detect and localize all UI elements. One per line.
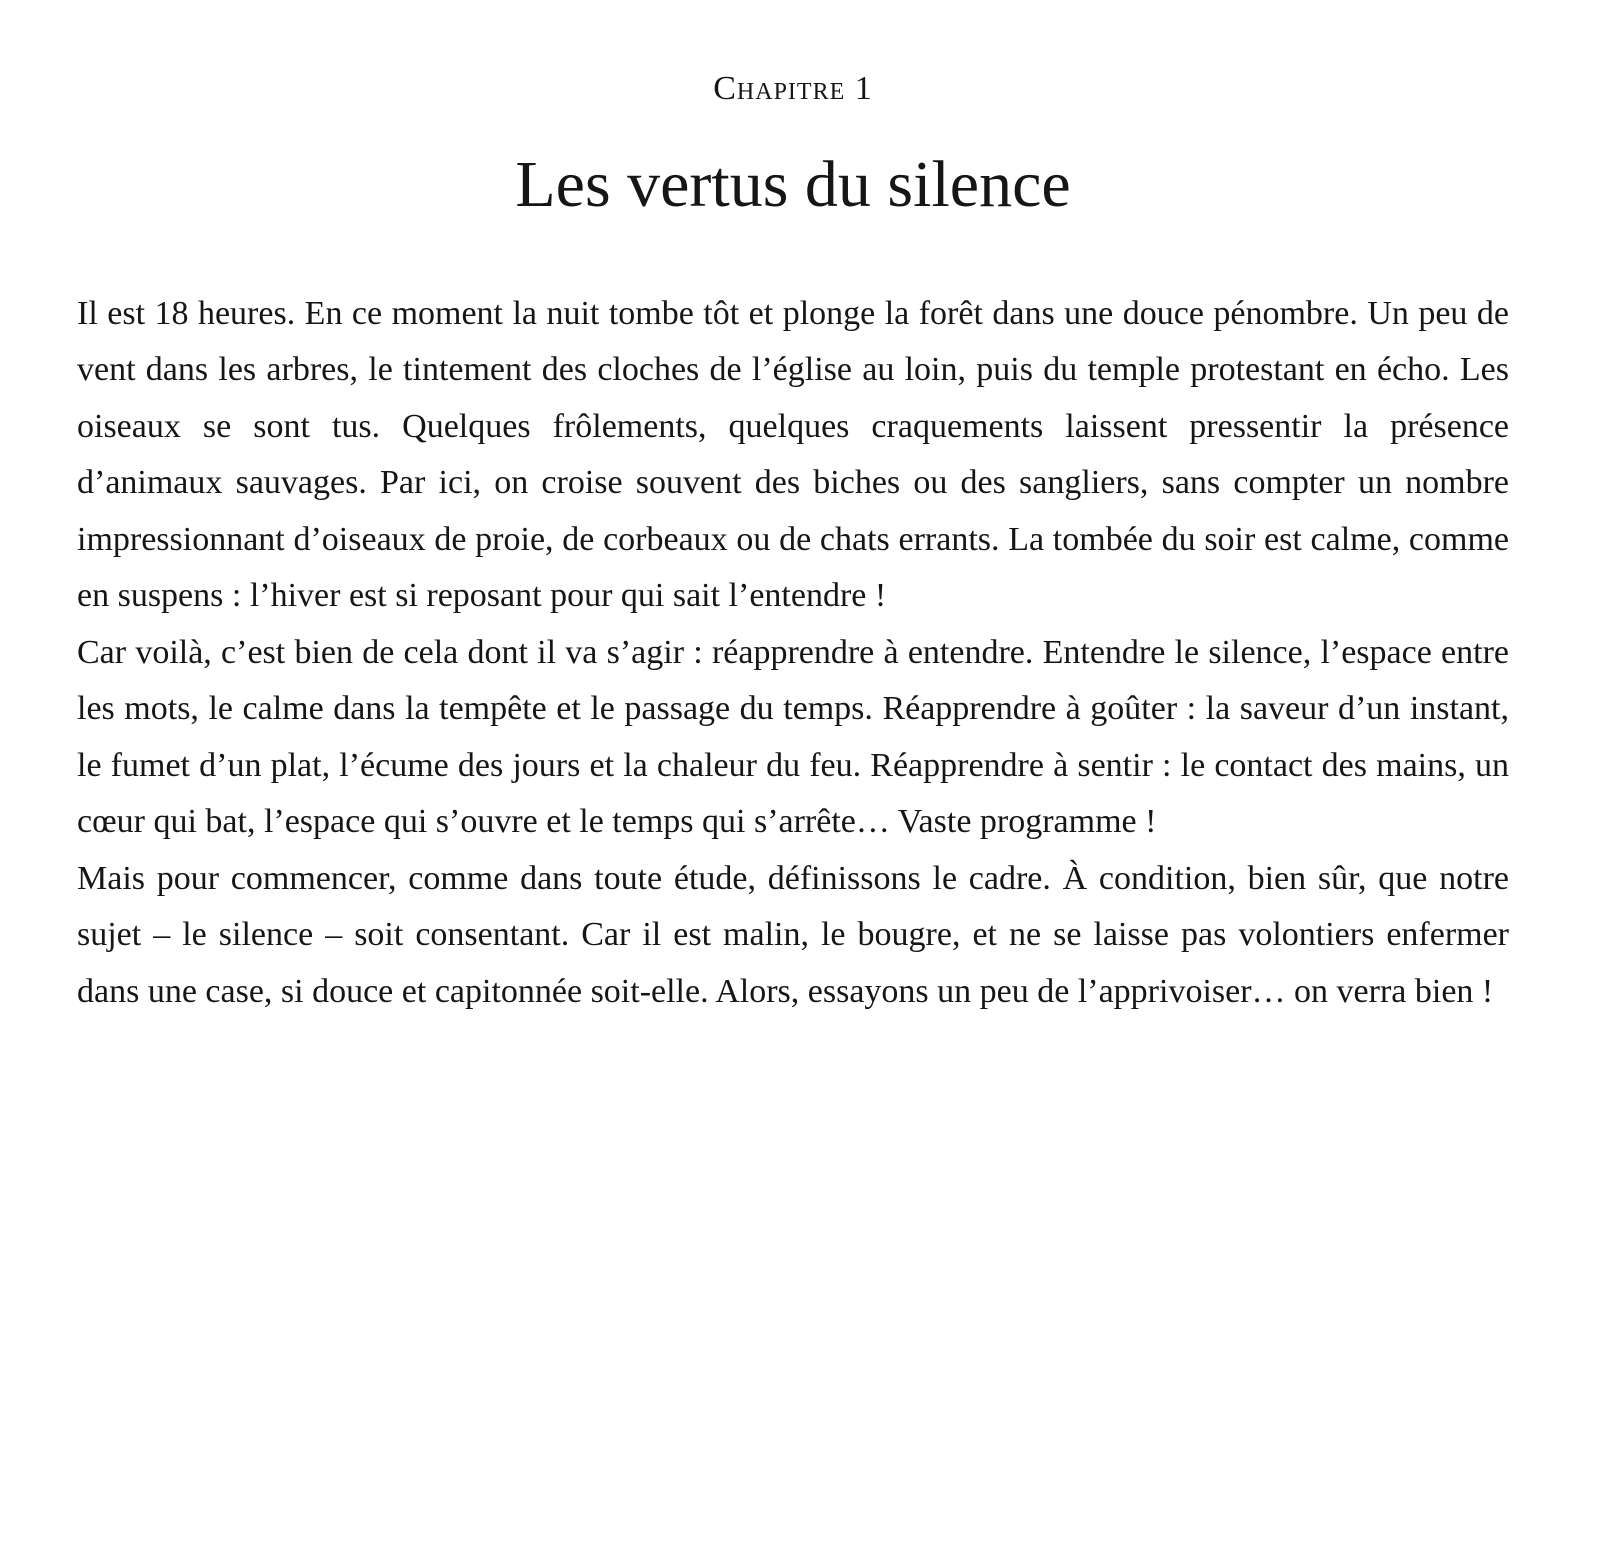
paragraph: Mais pour commencer, comme dans toute étude, définissons le cadre. À condition, bien sûr, que notre sujet – le silence – soit consentant. Car il est malin, le bougre, et ne se laisse pas volontiers enfermer dans une case, si douce et capitonnée soit-elle. Alors, essayons un peu de l’apprivoiser… on verra bien ! xyxy=(77,859,1509,1010)
chapter-body xyxy=(77,286,1509,1021)
paragraph: Car voilà, c’est bien de cela dont il va s’agir : réapprendre à entendre. Entendre le silence, l’espace entre les mots, le calme dans la tempête et le passage du temps. Réapprendre à goûter : la saveur d’un instant, le fumet d’un plat, l’écume des jours et la chaleur du feu. Réapprendre à sentir : le contact des mains, un cœur qui bat, l’espace qui s’ouvre et le temps qui s’arrête… Vaste programme ! xyxy=(77,633,1509,841)
chapter-label: Chapitre 1 xyxy=(713,70,873,107)
page-title: Les vertus du silence xyxy=(515,148,1071,222)
paragraph: Il est 18 heures. En ce moment la nuit tombe tôt et plonge la forêt dans une douce pénombre. Un peu de vent dans les arbres, le tintement des cloches de l’église au loin, puis du temple protestant en écho. Les oiseaux se sont tus. Quelques frôlements, quelques craquements laissent pressentir la présence d’animaux sauvages. Par ici, on croise souvent des biches ou des sangliers, sans compter un nombre impressionnant d’oiseaux de proie, de corbeaux ou de chats errants. La tombée du soir est calme, comme en suspens : l’hiver est si reposant pour qui sait l’entendre ! xyxy=(77,294,1509,615)
